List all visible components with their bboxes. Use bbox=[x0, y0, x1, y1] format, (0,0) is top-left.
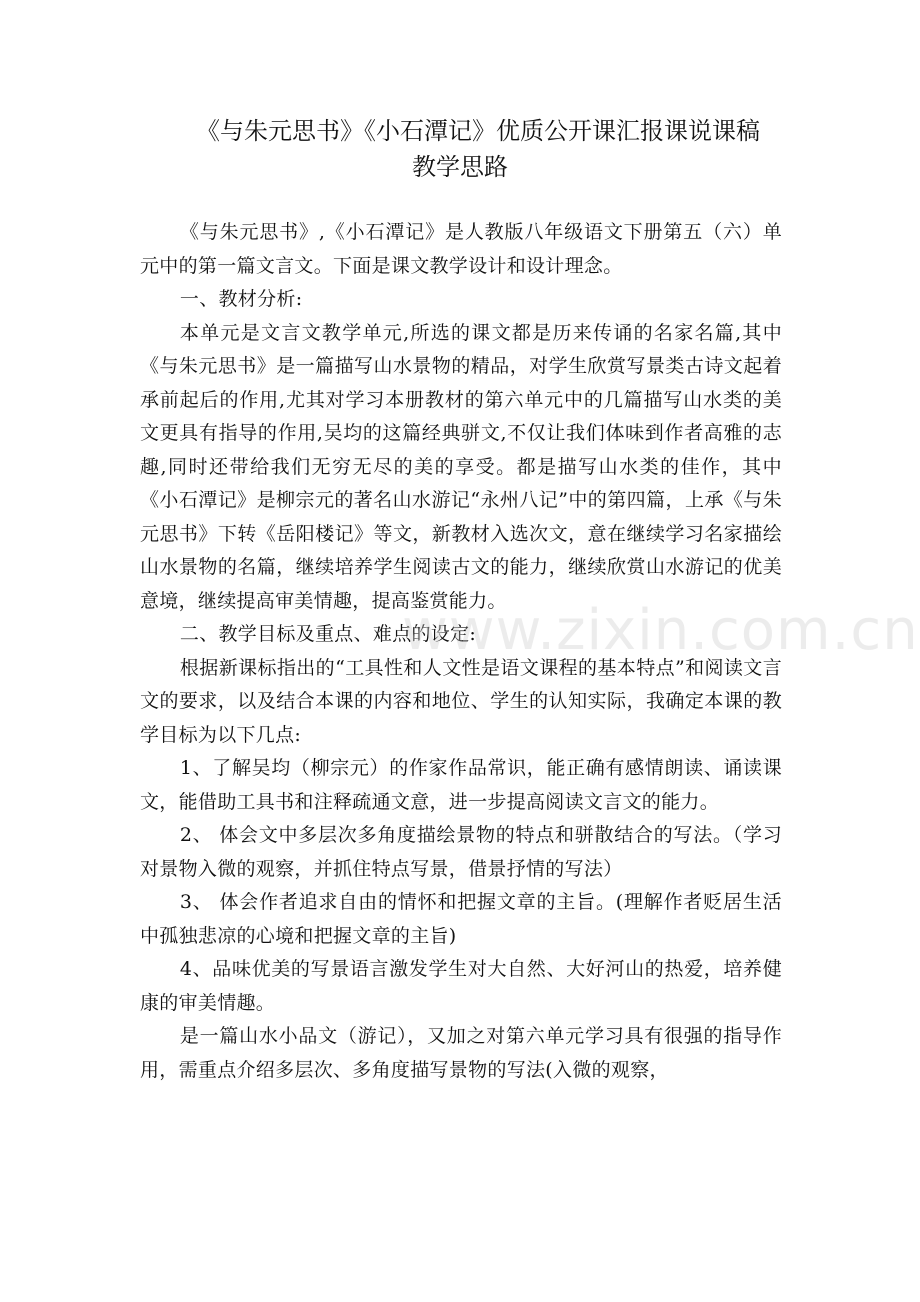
paragraph-key-points: 是一篇山水小品文（游记），又加之对第六单元学习具有很强的指导作用，需重点介绍多层次、多角度描写景物的写法(入微的观察， bbox=[140, 1025, 782, 1081]
goal-item-2: 2、 体会文中多层次多角度描绘景物的特点和骈散结合的写法。（学习对景物入微的观察，并抓住特点写景，借景抒情的写法） bbox=[140, 824, 782, 880]
goal-item-3: 3、 体会作者追求自由的情怀和把握文章的主旨。(理解作者贬居生活中孤独悲凉的心境和把握文章的主旨) bbox=[140, 891, 782, 947]
document-body bbox=[140, 216, 782, 1087]
paragraph-goals-intro: 根据新课标指出的“工具性和人文性是语文课程的基本特点”和阅读文言文的要求，以及结合本课的内容和地位、学生的认知实际，我确定本课的教学目标为以下几点: bbox=[140, 656, 782, 746]
title-line-2: 教学思路 bbox=[412, 153, 508, 181]
section-heading-material-analysis: 一、教材分析: bbox=[179, 288, 303, 310]
paragraph-material-analysis: 本单元是文言文教学单元,所选的课文都是历来传诵的名家名篇,其中《与朱元思书》是一篇描写山水景物的精品，对学生欣赏写景类古诗文起着承前起后的作用,尤其对学习本册教材的第六单元中的几篇描写山水类的美文更具有指导的作用,吴均的这篇经典骈文,不仅让我们体味到作者高雅的志趣,同时还带给我们无穷无尽的美的享受。都是描写山水类的佳作，其中《小石潭记》是柳宗元的著名山水游记“永州八记”中的第四篇，上承《与朱元思书》下转《岳阳楼记》等文，新教材入选次文，意在继续学习名家描绘山水景物的名篇，继续培养学生阅读古文的能力，继续欣赏山水游记的优美意境，继续提高审美情趣，提高鉴赏能力。 bbox=[140, 321, 782, 612]
section-heading-teaching-goals: 二、教学目标及重点、难点的设定: bbox=[179, 623, 477, 645]
paragraph-intro: 《与朱元思书》,《小石潭记》是人教版八年级语文下册第五（六）单元中的第一篇文言文。下面是课文教学设计和设计理念。 bbox=[140, 221, 782, 277]
goal-item-1: 1、了解吴均（柳宗元）的作家作品常识，能正确有感情朗读、诵读课文，能借助工具书和注释疏通文意，进一步提高阅读文言文的能力。 bbox=[140, 757, 782, 813]
title-line-1: 《与朱元思书》《小石潭记》优质公开课汇报课说课稿 bbox=[196, 117, 760, 145]
goal-item-4: 4、品味优美的写景语言激发学生对大自然、大好河山的热爱，培养健康的审美情趣。 bbox=[140, 958, 782, 1014]
document-title bbox=[0, 113, 920, 185]
watermark: www.zixin.com.cn bbox=[402, 598, 919, 663]
